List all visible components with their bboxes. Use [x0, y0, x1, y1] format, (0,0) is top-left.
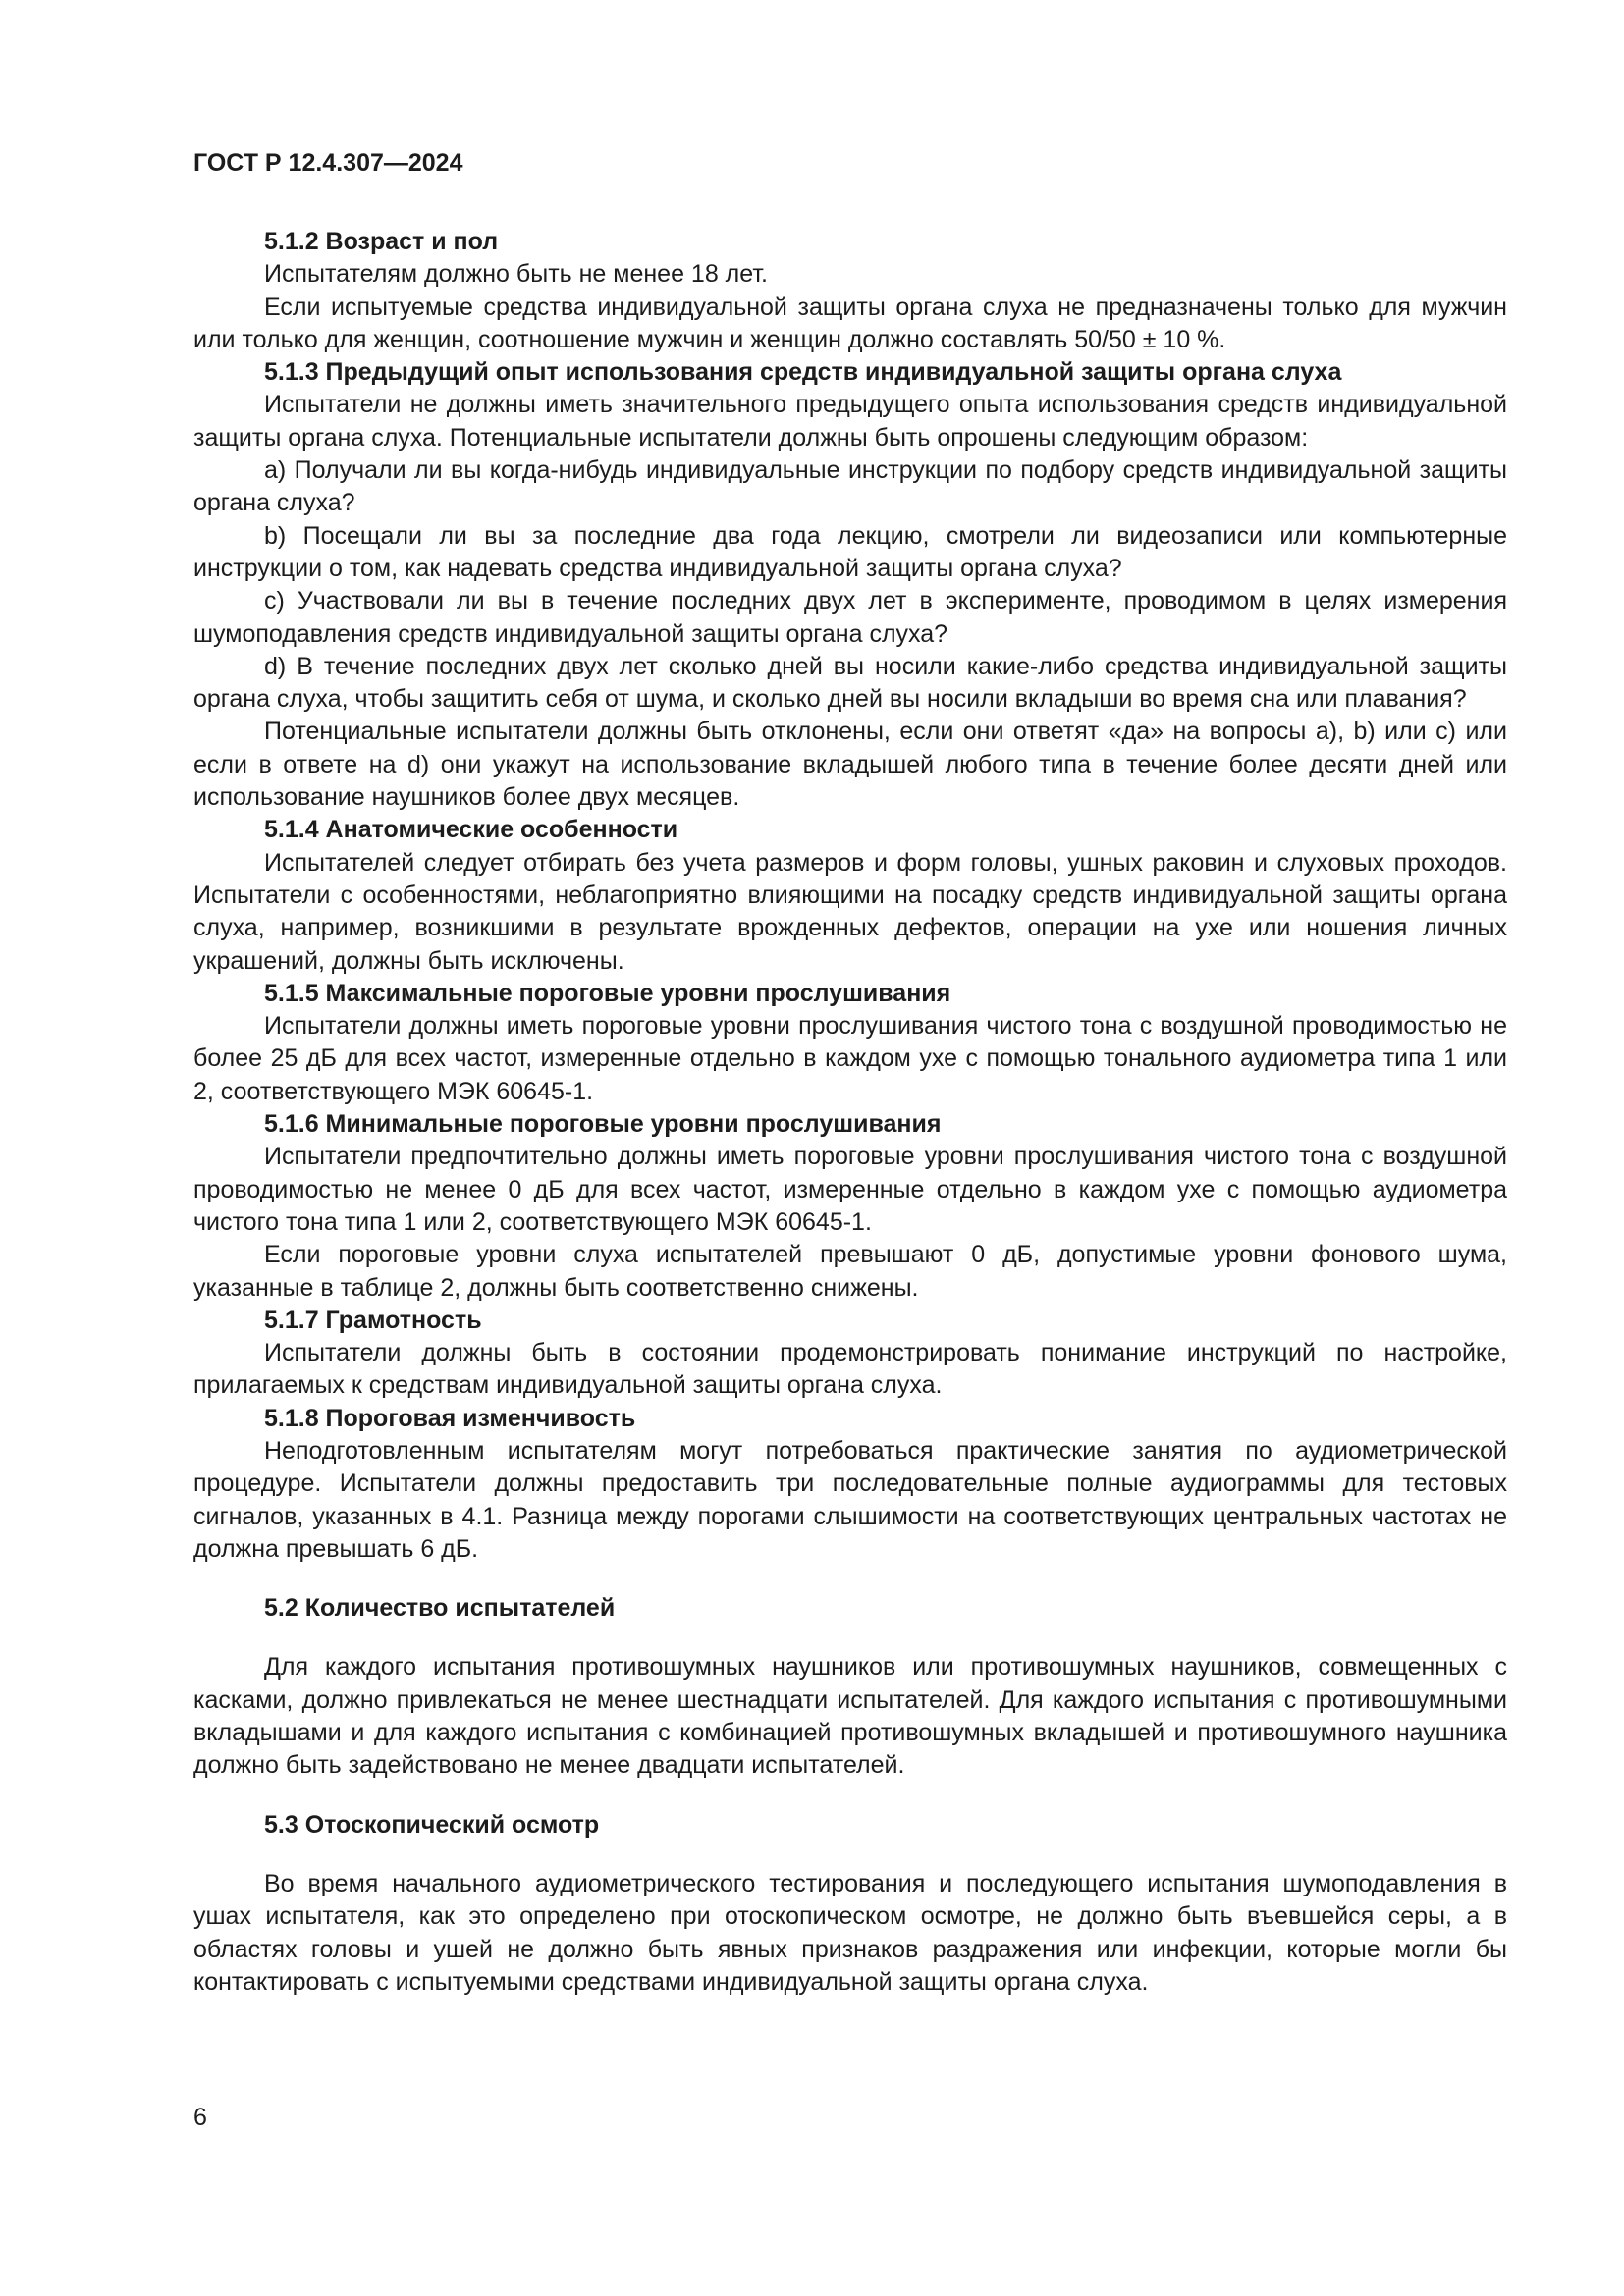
- paragraph: Испытатели должны быть в состоянии продемонстрировать понимание инструкций по настройке, прилагаемых к средствам индивидуальной защиты органа слуха.: [193, 1339, 1507, 1400]
- section-heading-5-3: 5.3 Отоскопический осмотр: [264, 1810, 600, 1839]
- paragraph: Испытатели предпочтительно должны иметь пороговые уровни прослушивания чистого тона с воздушной проводимостью не менее 0 дБ для всех частот, измеренные отдельно в каждом ухе с помощью аудиометра чистого тона типа 1 или 2, соответствующего МЭК 60645-1.: [193, 1143, 1507, 1236]
- paragraph: Испытатели должны иметь пороговые уровни прослушивания чистого тона с воздушной проводимостью не более 25 дБ для всех частот, измеренные отдельно в каждом ухе с помощью тонального аудиометра типа 1 или 2, соответствующего МЭК 60645-1.: [193, 1012, 1507, 1105]
- paragraph: Если испытуемые средства индивидуальной защиты органа слуха не предназначены только для мужчин или только для женщин, соотношение мужчин и женщин должно составлять 50/50 ± 10 %.: [193, 293, 1507, 353]
- paragraph: Испытатели не должны иметь значительного предыдущего опыта использования средств индивидуальной защиты органа слуха. Потенциальные испытатели должны быть опрошены следующим образом:: [193, 391, 1507, 452]
- section-heading-5-1-3: 5.1.3 Предыдущий опыт использования средств индивидуальной защиты органа слуха: [264, 358, 1342, 387]
- document-body: [193, 226, 1507, 1999]
- paragraph: Во время начального аудиометрического тестирования и последующего испытания шумоподавления в ушах испытателя, как это определено при отоскопическом осмотре, не должно быть въевшейся серы, а в областях головы и ушей не должно быть явных признаков раздражения или инфекции, которые могли бы контактировать с испытуемыми средствами индивидуальной защиты органа слуха.: [193, 1869, 1507, 1996]
- list-item-b: b) Посещали ли вы за последние два года лекцию, смотрели ли видеозаписи или компьютерные инструкции о том, как надевать средства индивидуальной защиты органа слуха?: [193, 521, 1507, 582]
- page-number: 6: [193, 2104, 207, 2131]
- list-item-c: c) Участвовали ли вы в течение последних двух лет в эксперименте, проводимом в целях измерения шумоподавления средств индивидуальной защиты органа слуха?: [193, 587, 1507, 648]
- paragraph: Для каждого испытания противошумных наушников или противошумных наушников, совмещенных с касками, должно привлекаться не менее шестнадцати испытателей. Для каждого испытания с противошумными вкладышами и для каждого испытания с комбинацией противошумных вкладышей и противошумного наушника должно быть задействовано не менее двадцати испытателей.: [193, 1653, 1507, 1780]
- list-item-a: a) Получали ли вы когда-нибудь индивидуальные инструкции по подбору средств индивидуальной защиты органа слуха?: [193, 456, 1507, 517]
- paragraph: Потенциальные испытатели должны быть отклонены, если они ответят «да» на вопросы a), b) или c) или если в ответе на d) они укажут на использование вкладышей любого типа в течение более десяти дней или использование наушников более двух месяцев.: [193, 718, 1507, 812]
- section-heading-5-1-5: 5.1.5 Максимальные пороговые уровни прослушивания: [264, 979, 951, 1007]
- paragraph: Испытателям должно быть не менее 18 лет.: [264, 260, 768, 289]
- paragraph: Если пороговые уровни слуха испытателей превышают 0 дБ, допустимые уровни фонового шума, указанные в таблице 2, должны быть соответственно снижены.: [193, 1241, 1507, 1302]
- section-heading-5-2: 5.2 Количество испытателей: [264, 1594, 616, 1623]
- section-heading-5-1-2: 5.1.2 Возраст и пол: [264, 228, 499, 255]
- section-heading-5-1-6: 5.1.6 Минимальные пороговые уровни прослушивания: [264, 1110, 942, 1139]
- section-heading-5-1-7: 5.1.7 Грамотность: [264, 1306, 482, 1334]
- paragraph: Неподготовленным испытателям могут потребоваться практические занятия по аудиометрической процедуре. Испытатели должны предоставить три последовательные полные аудиограммы для тестовых сигналов, указанных в 4.1. Разница между порогами слышимости на соответствующих центральных частотах не должна превышать 6 дБ.: [193, 1436, 1507, 1563]
- document-header: ГОСТ Р 12.4.307—2024: [193, 149, 463, 177]
- section-heading-5-1-8: 5.1.8 Пороговая изменчивость: [264, 1404, 636, 1432]
- section-heading-5-1-4: 5.1.4 Анатомические особенности: [264, 816, 678, 844]
- paragraph: Испытателей следует отбирать без учета размеров и форм головы, ушных раковин и слуховых проходов. Испытатели с особенностями, неблагоприятно влияющими на посадку средств индивидуальной защиты органа слуха, например, возникшими в результате врожденных дефектов, операции на ухе или ношения личных украшений, должны быть исключены.: [193, 848, 1507, 975]
- list-item-d: d) В течение последних двух лет сколько дней вы носили какие-либо средства индивидуальной защиты органа слуха, чтобы защитить себя от шума, и сколько дней вы носили вкладыши во время сна или плавания?: [193, 652, 1507, 714]
